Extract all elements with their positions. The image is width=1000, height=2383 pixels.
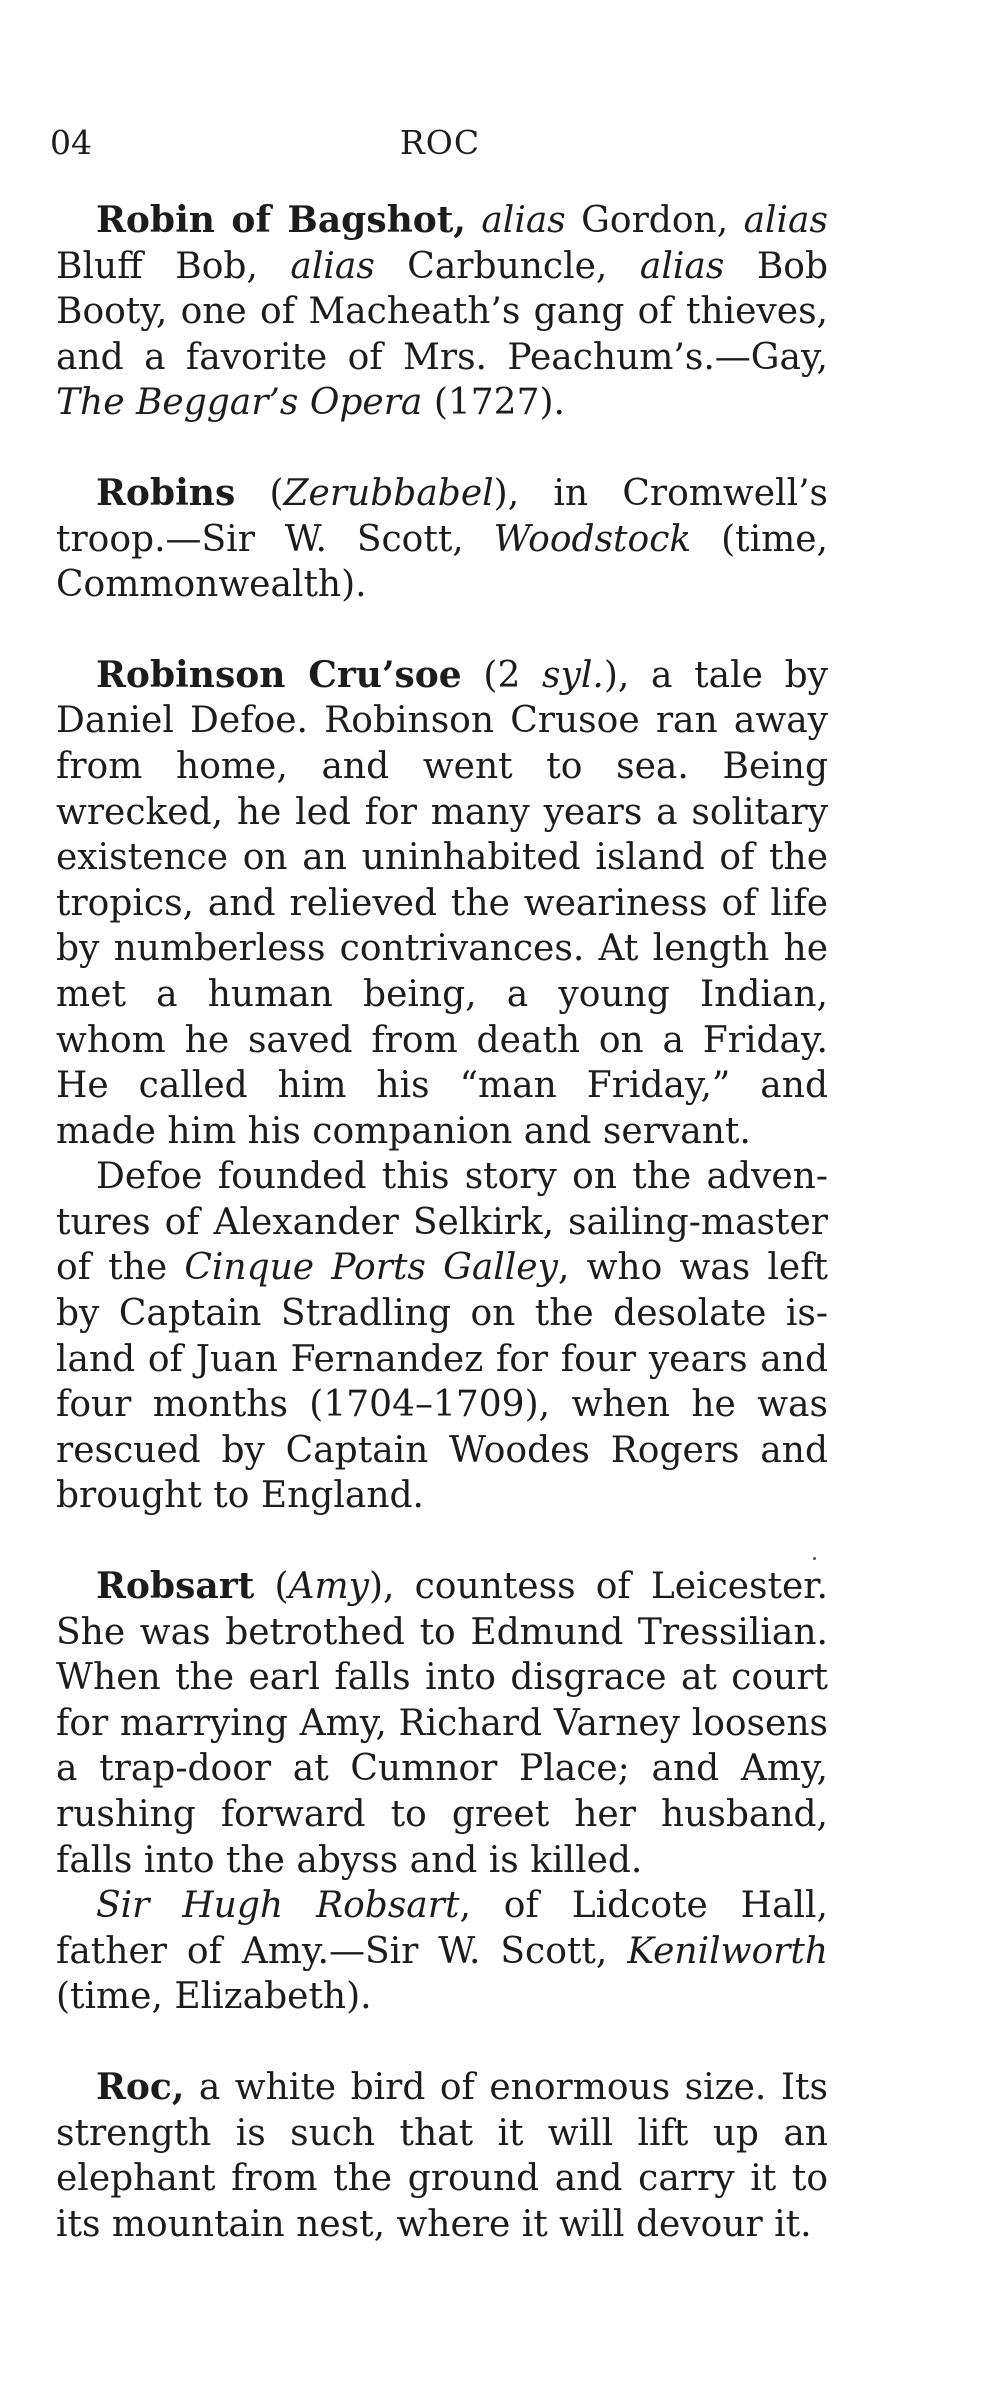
- italic-text: alias: [639, 245, 725, 287]
- headword: Roc,: [96, 2065, 185, 2108]
- italic-text: Amy: [288, 1566, 369, 1608]
- entry-paragraph: [56, 2065, 828, 2247]
- entry-robin-of-bagshot: [56, 198, 828, 426]
- italic-text: alias: [481, 200, 566, 241]
- italic-text: Zerubbabel: [283, 472, 494, 514]
- page-number: 04: [50, 123, 92, 162]
- entry-paragraph: [56, 653, 828, 1155]
- italic-text: The Beggar’s Opera: [56, 382, 423, 424]
- entry-paragraph: [56, 198, 828, 426]
- entry-paragraph: [56, 1154, 828, 1519]
- headword: Robin of Bagshot,: [96, 199, 466, 241]
- body-text: a white bird of enormous size. Its strength is such that it will lift up an elephant from the ground and carry it to its mountain nest, where it will devour it.: [56, 2066, 828, 2245]
- body-text: Gordon,: [565, 200, 744, 241]
- dictionary-entries: [56, 198, 828, 2292]
- body-text: Defoe founded this story on the adventures of Alexander Selkirk, sailing-master of the: [56, 1156, 828, 1289]
- body-text: (: [235, 472, 284, 514]
- italic-text: Cinque Ports Galley: [184, 1247, 558, 1289]
- body-text: Carbuncle,: [374, 245, 640, 287]
- italic-text: Kenilworth: [627, 1930, 828, 1972]
- body-text: (2: [461, 654, 543, 696]
- entry-robsart: [56, 1564, 828, 2020]
- running-head: [50, 118, 830, 168]
- entry-paragraph: [56, 1564, 828, 1883]
- body-text: (time, Commonwealth).: [56, 518, 828, 606]
- entry-roc: [56, 2065, 828, 2247]
- entry-robins: [56, 471, 828, 608]
- body-text: Bob Booty, one of Macheath’s gang of thieves, and a favorite of Mrs. Peachum’s.—Gay,: [56, 245, 828, 378]
- body-text: [466, 200, 481, 241]
- headword: Robsart: [96, 1565, 255, 1608]
- italic-text: alias: [290, 245, 375, 287]
- entry-paragraph: [56, 1883, 828, 2020]
- entry-paragraph: [56, 471, 828, 608]
- headword: Robinson Cru’soe: [96, 653, 462, 696]
- italic-text: Sir Hugh Robsart: [96, 1885, 460, 1927]
- italic-text: alias: [743, 200, 828, 241]
- print-speck: [813, 1557, 816, 1560]
- body-text: (: [254, 1566, 289, 1608]
- head-word: ROC: [399, 123, 481, 162]
- entry-robinson-crusoe: [56, 653, 828, 1519]
- body-text: Bluff Bob,: [56, 245, 291, 287]
- body-text: (time, Elizabeth).: [56, 1976, 372, 2018]
- headword: Robins: [96, 471, 236, 514]
- body-text: , of Lidcote Hall, father of Amy.—Sir W. Scott,: [56, 1885, 829, 1972]
- italic-text: syl.: [542, 654, 604, 696]
- body-text: ), a tale by Daniel Defoe. Robinson Crusoe ran away from home, and went to sea. Being wrecked, he led for many years a solitary existence on an uninhabited island of the tropics, and relieved the weariness of life by numberless contrivances. At length he met a human being, a young Indian, whom he saved from death on a Friday. He called him his “man Friday,” and made him his companion and servant.: [56, 654, 828, 1152]
- italic-text: Woodstock: [493, 518, 692, 560]
- body-text: (1727).: [422, 382, 565, 424]
- body-text: , who was left by Captain Stradling on the desolate island of Juan Fernandez for four years and four months (1704–1709), when he was rescued by Captain Woodes Rogers and brought to England.: [56, 1247, 829, 1517]
- body-text: ), in Cromwell’s troop.—Sir W. Scott,: [56, 472, 828, 560]
- body-text: ), countess of Leicester. She was betrothed to Edmund Tressilian. When the earl falls into disgrace at court for marrying Amy, Richard Varney loosens a trap-door at Cumnor Place; and Amy, rushing forward to greet her husband, falls into the abyss and is killed.: [56, 1566, 828, 1881]
